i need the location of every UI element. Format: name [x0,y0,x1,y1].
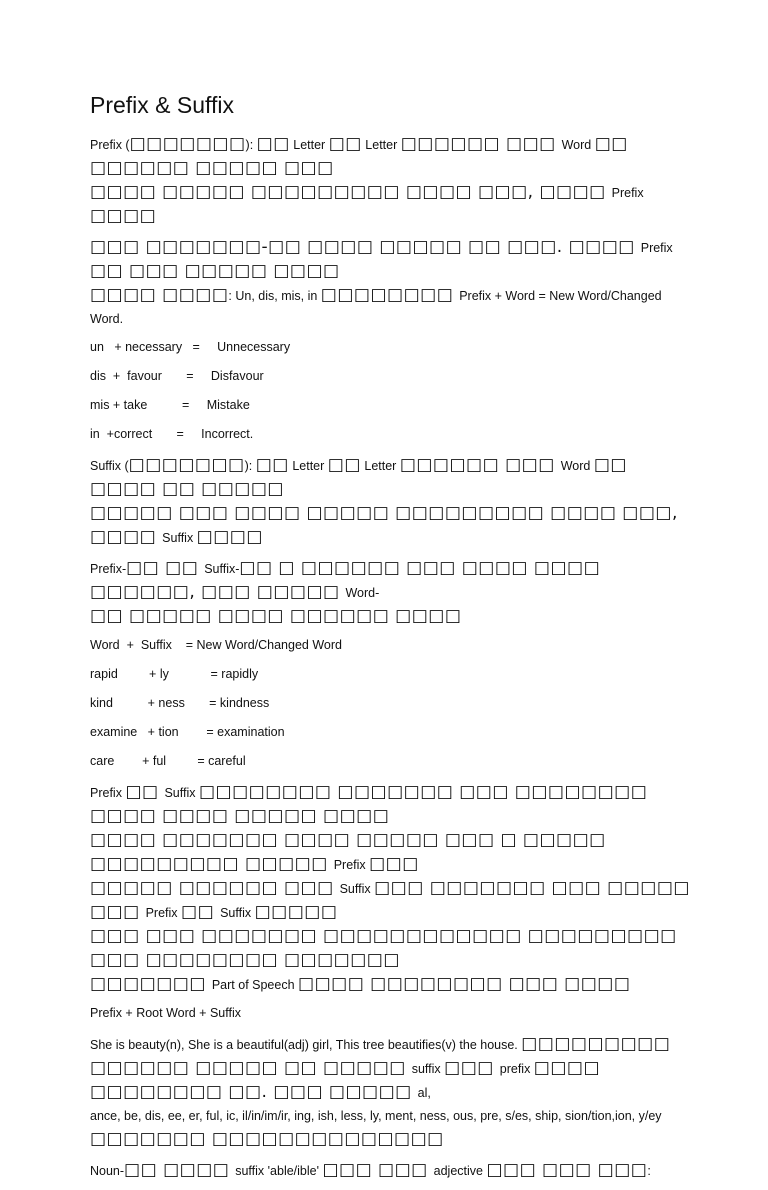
prefix-example-line: in +correct = Incorrect. [90,427,254,441]
latin-text-segment: Prefix [640,241,673,255]
example-sentence-line-2 [90,1057,690,1105]
bengali-text-segment: □□□□ □□□□□ □□□□□□□□□ □□□□ □□□, □□□□ [90,182,612,202]
bengali-text-segment: □□ [255,455,289,475]
combined-line-4 [90,925,690,973]
latin-text-segment: : Un, dis, mis, in [228,289,321,303]
combined-line-1 [90,781,690,829]
example-sentence [90,1033,690,1152]
latin-text-segment: Prefix [333,858,370,872]
suffix-explanation-line-2 [90,605,690,629]
latin-text-segment: ): [245,138,257,152]
suffix-example-line: care + ful = careful [90,754,246,768]
bengali-text-segment: □□ □□ [126,558,205,578]
bengali-text-segment: □□ □□□ □□□□□ □□□□ [90,261,340,281]
latin-text-segment: Letter [289,138,329,152]
latin-text-segment: Suffix [339,882,375,896]
prefix-examples [90,338,690,443]
latin-text-segment: suffix 'able/ible' [235,1164,323,1178]
bengali-text-segment: □□□□ [90,206,157,226]
suffix-examples [90,636,690,770]
latin-text-segment: ance, be, dis, ee, er, ful, ic, il/in/im/ir, ing, ish, less, ly, ment, ness, ous, pre, s/es, ship, sion/tion,ion, y/ey [90,1109,662,1123]
bengali-text-segment: □□ [125,782,165,802]
bengali-text-segment: □□□□ □□□□□□□□ □□□ □□□□ [298,974,631,994]
suffix-definition [90,454,690,550]
suffix-explanation-line-1 [90,557,690,605]
bengali-text-segment: □□□□ □□□□□□□ □□□□ □□□□□ □□□ □ □□□□□ □□□□□□□□□ □□□□□ [90,830,606,874]
bengali-text-segment: □□□ [369,854,419,874]
bengali-text-segment: □□ [256,134,290,154]
latin-text-segment: adjective [433,1164,487,1178]
bengali-text-segment: □□□□□□□□ □□□□□□□ □□□ □□□□□□□□ □□□□ □□□□ □□□□□ □□□□ [90,782,648,826]
prefix-definition-line-1 [90,133,690,181]
suffix-explanation [90,557,690,629]
latin-text-segment: Noun- [90,1164,125,1178]
prefix-definition-line-2 [90,181,690,229]
latin-text-segment: Prefix + Word = New Word/Changed Word. [90,289,662,326]
suffix-example-line: examine + tion = examination [90,725,285,739]
latin-text-segment: Prefix ( [90,138,130,152]
prefix-explanation-line-2 [90,284,690,331]
bengali-text-segment: □□ □ □□□□□□ □□□ □□□□ □□□□ □□□□□□, □□□ □□□□□ [90,558,601,602]
bengali-text-segment: □□ [328,134,362,154]
prefix-definition [90,133,690,229]
latin-text-segment: al, [417,1086,431,1100]
latin-text-segment: Part of Speech [211,978,299,992]
bengali-text-segment: □□ [327,455,361,475]
latin-text-segment: Letter [288,459,328,473]
bengali-text-segment: □□□□□□ □□□□□ □□ □□□□□ [90,1058,412,1078]
document-title: Prefix & Suffix [90,92,235,118]
bengali-text-segment: □□□ □□□ □□□ [486,1160,648,1180]
latin-text-segment: Suffix [220,906,255,920]
bengali-text-segment: □□ □□□□□□ □□□□□ □□□ [90,134,628,178]
latin-text-segment: Prefix [611,186,644,200]
prefix-example-line: mis + take = Mistake [90,398,250,412]
suffix-example-line: Word + Suffix = New Word/Changed Word [90,638,342,652]
bengali-text-segment: □□□□□ □□□□□□ □□□ [90,878,340,898]
bengali-text-segment: □□ □□□□ [124,1160,236,1180]
combined-explanation [90,781,690,997]
suffix-definition-line-2 [90,502,690,550]
latin-text-segment: Suffix- [204,562,240,576]
bengali-text-segment: □□□□□□□ [129,134,246,154]
prefix-example-line: dis + favour = Disfavour [90,369,264,383]
bengali-text-segment: □□ □□□□□ □□□□ □□□□□□ □□□□ [90,606,462,626]
bengali-text-segment: □□□□□□□ [128,455,245,475]
latin-text-segment: Word- [345,586,380,600]
document-page [90,92,690,1190]
bengali-text-segment: □□□□ □□□□ [90,285,229,305]
prefix-example-line: un + necessary = Unnecessary [90,340,291,354]
latin-text-segment: Suffix [164,786,199,800]
latin-text-segment: Suffix [162,531,197,545]
latin-text-segment: Word [561,138,595,152]
bengali-text-segment: □□□□ □□□□□□□□ □□. □□□ □□□□□ [90,1058,601,1102]
latin-text-segment: She is beauty(n), She is a beautiful(adj) girl, This tree beautifies(v) the house. [90,1038,522,1052]
latin-text-segment: : [647,1164,651,1178]
latin-text-segment: Word [560,459,594,473]
bengali-text-segment: □□□ □□□□□□□ □□□ □□□□□ □□□ [90,878,690,922]
bengali-text-segment: □□□ □□□ [322,1160,434,1180]
latin-text-segment: Suffix ( [90,459,129,473]
formula-line: Prefix + Root Word + Suffix [90,1006,241,1020]
bengali-text-segment: □□ □□□□ □□ □□□□□ [90,455,627,499]
latin-text-segment: suffix [411,1062,445,1076]
bengali-text-segment: □□□□□ [254,902,338,922]
example-sentence-line-1 [90,1033,690,1057]
bengali-text-segment: □□□□ [196,527,263,547]
bengali-text-segment: □□□□□□□ [90,974,212,994]
latin-text-segment: prefix [499,1062,534,1076]
latin-text-segment: Prefix [145,906,182,920]
latin-text-segment: ): [244,459,256,473]
bengali-text-segment: □□□ [444,1058,500,1078]
suffix-example-line: kind + ness = kindness [90,696,270,710]
prefix-explanation [90,236,690,331]
noun-suffix-line [90,1159,690,1183]
combined-line-5 [90,973,690,997]
example-sentence-line-4 [90,1128,690,1152]
latin-text-segment: Letter [360,459,400,473]
bengali-text-segment: □□□□□□ □□□ [400,134,562,154]
bengali-text-segment: □□□□□ □□□ □□□□ □□□□□ □□□□□□□□□ □□□□ □□□, □□□□ [90,503,678,547]
latin-text-segment: Prefix [90,786,126,800]
suffix-example-line: rapid + ly = rapidly [90,667,259,681]
suffix-definition-line-1 [90,454,690,502]
latin-text-segment: Letter [361,138,401,152]
combined-line-2 [90,829,690,877]
noun-suffix-line-text [90,1159,690,1183]
prefix-explanation-line-1 [90,236,690,284]
combined-line-3 [90,877,690,925]
latin-text-segment: Prefix- [90,562,127,576]
example-sentence-line-3 [90,1105,690,1128]
bengali-text-segment: □□□□□□ □□□ [399,455,561,475]
bengali-text-segment: □□ [181,902,221,922]
bengali-text-segment: □□□ □□□□□□□-□□ □□□□ □□□□□ □□ □□□. □□□□ [90,237,641,257]
bengali-text-segment: □□□ □□□ □□□□□□□ □□□□□□□□□□□□ □□□□□□□□□ □□□ □□□□□□□□ □□□□□□□ [90,926,677,970]
bengali-text-segment: □□□□□□□ □□□□□□□□□□□□□□ [90,1129,444,1149]
bengali-text-segment: □□□□□□□□ [320,285,460,305]
bengali-text-segment: □□□□□□□□□ [521,1034,671,1054]
